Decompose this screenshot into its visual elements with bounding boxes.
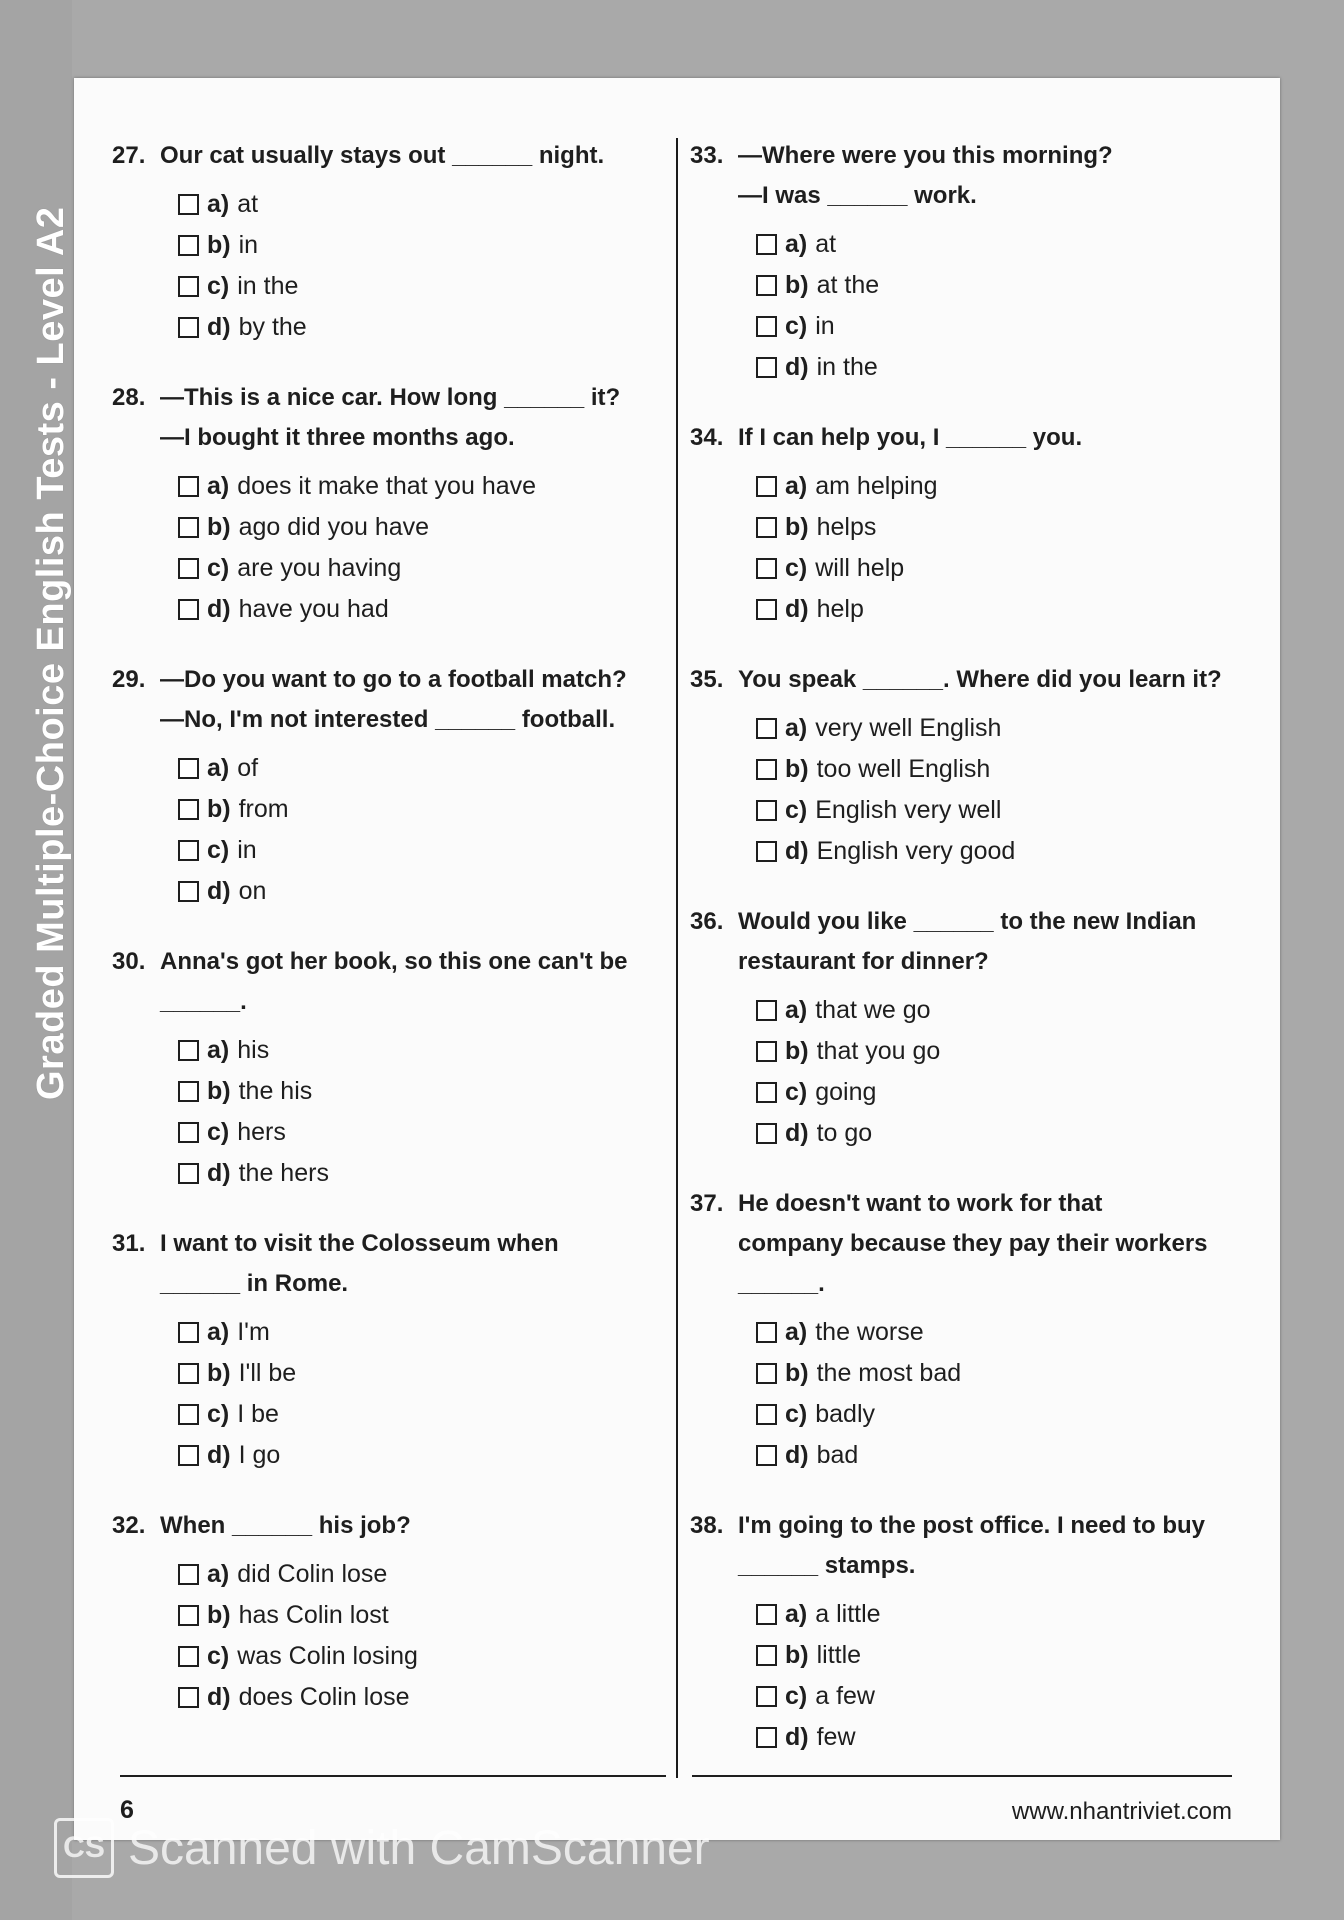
checkbox-icon[interactable] <box>178 317 199 338</box>
question-line <box>690 1184 1250 1224</box>
question-line <box>112 942 692 982</box>
answer-option[interactable] <box>178 1312 692 1353</box>
option-letter: a) <box>785 472 808 500</box>
answer-option[interactable] <box>178 748 692 789</box>
checkbox-icon[interactable] <box>756 1645 777 1666</box>
option-text: am helping <box>815 472 938 500</box>
question-text-continued: —I bought it three months ago. <box>160 424 515 451</box>
option-letter: d) <box>785 1119 809 1147</box>
answer-options <box>690 990 1250 1154</box>
question-text: Would you like ______ to the new Indian <box>738 908 1197 935</box>
answer-options <box>112 748 692 912</box>
option-letter: a) <box>785 1318 808 1346</box>
question-number: 33. <box>690 142 724 169</box>
option-letter: d) <box>785 1441 809 1469</box>
question-number: 27. <box>112 142 146 169</box>
page-number: 6 <box>120 1796 134 1824</box>
question-text: I'm going to the post office. I need to buy <box>738 1512 1206 1539</box>
checkbox-icon[interactable] <box>178 1646 199 1667</box>
answer-option[interactable] <box>178 1071 692 1112</box>
question-line <box>112 660 692 700</box>
answer-options <box>112 1312 692 1476</box>
question-28 <box>112 378 692 630</box>
checkbox-icon[interactable] <box>178 558 199 579</box>
option-letter: b) <box>207 231 231 259</box>
option-text: English very well <box>815 796 1002 824</box>
question-line <box>690 418 1250 458</box>
option-letter: d) <box>207 1441 231 1469</box>
option-text: hers <box>237 1118 286 1146</box>
checkbox-icon[interactable] <box>756 234 777 255</box>
question-text-continued: ______ stamps. <box>738 1552 916 1579</box>
question-text: —Where were you this morning? <box>738 142 1113 169</box>
option-letter: c) <box>207 1400 230 1428</box>
right-column <box>690 136 1250 1788</box>
option-letter: a) <box>207 472 230 500</box>
answer-option[interactable] <box>756 548 1250 589</box>
option-letter: d) <box>207 313 231 341</box>
question-number: 28. <box>112 384 146 411</box>
option-letter: a) <box>785 996 808 1024</box>
question-35 <box>690 660 1250 872</box>
answer-option[interactable] <box>178 507 692 548</box>
answer-option[interactable] <box>178 1394 692 1435</box>
checkbox-icon[interactable] <box>756 1082 777 1103</box>
question-number: 29. <box>112 666 146 693</box>
answer-option[interactable] <box>756 1072 1250 1113</box>
option-text: will help <box>815 554 905 582</box>
option-letter: d) <box>207 1159 231 1187</box>
checkbox-icon[interactable] <box>178 1122 199 1143</box>
option-letter: c) <box>207 272 230 300</box>
answer-option[interactable] <box>756 1676 1250 1717</box>
footer-rule-left <box>120 1775 666 1777</box>
option-letter: d) <box>785 1723 809 1751</box>
option-letter: b) <box>207 1601 231 1629</box>
option-text: a few <box>815 1682 875 1710</box>
answer-option[interactable] <box>756 1594 1250 1635</box>
answer-option[interactable] <box>756 790 1250 831</box>
question-text-continued: company because they pay their workers <box>738 1230 1208 1257</box>
checkbox-icon[interactable] <box>178 194 199 215</box>
checkbox-icon[interactable] <box>756 1727 777 1748</box>
question-30 <box>112 942 692 1194</box>
option-text: badly <box>815 1400 875 1428</box>
question-line <box>112 378 692 418</box>
option-text: I be <box>237 1400 279 1428</box>
option-text: the most bad <box>816 1359 962 1387</box>
question-text: He doesn't want to work for that <box>738 1190 1103 1217</box>
question-number: 30. <box>112 948 146 975</box>
option-letter: c) <box>207 554 230 582</box>
option-letter: a) <box>785 230 808 258</box>
answer-option[interactable] <box>756 507 1250 548</box>
question-29 <box>112 660 692 912</box>
option-letter: c) <box>785 1400 808 1428</box>
option-letter: b) <box>785 1641 809 1669</box>
option-text: at <box>237 190 259 218</box>
checkbox-icon[interactable] <box>178 1404 199 1425</box>
question-number: 37. <box>690 1190 724 1217</box>
checkbox-icon[interactable] <box>756 476 777 497</box>
option-text: from <box>238 795 289 823</box>
option-letter: a) <box>207 754 230 782</box>
answer-options <box>112 466 692 630</box>
question-text-continued: —No, I'm not interested ______ football. <box>160 706 616 733</box>
answer-option[interactable] <box>756 1635 1250 1676</box>
question-number: 35. <box>690 666 724 693</box>
checkbox-icon[interactable] <box>178 1564 199 1585</box>
option-letter: b) <box>207 1077 231 1105</box>
option-text: have you had <box>238 595 389 623</box>
option-letter: d) <box>785 353 809 381</box>
option-text: at the <box>816 271 880 299</box>
answer-option[interactable] <box>178 1353 692 1394</box>
checkbox-icon[interactable] <box>178 1605 199 1626</box>
option-letter: b) <box>207 513 231 541</box>
option-text: English very good <box>816 837 1016 865</box>
checkbox-icon[interactable] <box>178 881 199 902</box>
option-text: did Colin lose <box>237 1560 388 1588</box>
answer-option[interactable] <box>756 1113 1250 1154</box>
answer-option[interactable] <box>178 1030 692 1071</box>
answer-options <box>690 224 1250 388</box>
option-letter: d) <box>207 595 231 623</box>
option-letter: b) <box>785 755 809 783</box>
option-letter: d) <box>207 1683 231 1711</box>
question-line <box>112 1224 692 1264</box>
checkbox-icon[interactable] <box>178 1163 199 1184</box>
option-text: that we go <box>815 996 931 1024</box>
answer-option[interactable] <box>756 990 1250 1031</box>
checkbox-icon[interactable] <box>178 599 199 620</box>
answer-options <box>690 708 1250 872</box>
answer-option[interactable] <box>756 1031 1250 1072</box>
question-text-continued: ______ in Rome. <box>160 1270 349 1297</box>
test-page <box>74 78 1280 1840</box>
option-letter: c) <box>785 1078 808 1106</box>
question-text: I want to visit the Colosseum when <box>160 1230 559 1257</box>
checkbox-icon[interactable] <box>178 1040 199 1061</box>
option-text: I'm <box>237 1318 270 1346</box>
option-letter: b) <box>785 1359 809 1387</box>
question-text: —Do you want to go to a football match? <box>160 666 627 693</box>
answer-option[interactable] <box>756 1312 1250 1353</box>
option-letter: a) <box>207 1560 230 1588</box>
answer-option[interactable] <box>178 871 692 912</box>
website-link[interactable]: www.nhantriviet.com <box>1011 1798 1232 1825</box>
answer-option[interactable] <box>756 589 1250 630</box>
checkbox-icon[interactable] <box>178 276 199 297</box>
option-text: to go <box>816 1119 873 1147</box>
option-text: going <box>815 1078 877 1106</box>
option-letter: a) <box>785 714 808 742</box>
question-text: Anna's got her book, so this one can't be <box>160 948 628 975</box>
option-text: that you go <box>816 1037 941 1065</box>
answer-option[interactable] <box>756 347 1250 388</box>
checkbox-icon[interactable] <box>756 357 777 378</box>
option-letter: a) <box>207 1036 230 1064</box>
checkbox-icon[interactable] <box>178 517 199 538</box>
answer-option[interactable] <box>756 1353 1250 1394</box>
question-36 <box>690 902 1250 1154</box>
option-text: has Colin lost <box>238 1601 389 1629</box>
checkbox-icon[interactable] <box>756 759 777 780</box>
option-letter: c) <box>785 554 808 582</box>
question-38 <box>690 1506 1250 1758</box>
question-text-continued: ______. <box>160 988 247 1015</box>
option-text: was Colin losing <box>237 1642 418 1670</box>
checkbox-icon[interactable] <box>756 800 777 821</box>
option-text: in the <box>237 272 299 300</box>
checkbox-icon[interactable] <box>756 1123 777 1144</box>
checkbox-icon[interactable] <box>756 718 777 739</box>
checkbox-icon[interactable] <box>756 841 777 862</box>
option-text: his <box>237 1036 270 1064</box>
answer-option[interactable] <box>178 266 692 307</box>
option-text: the his <box>238 1077 313 1105</box>
answer-option[interactable] <box>178 1677 692 1718</box>
checkbox-icon[interactable] <box>178 1445 199 1466</box>
option-letter: a) <box>785 1600 808 1628</box>
camscanner-watermark <box>54 1818 710 1878</box>
question-27 <box>112 136 692 348</box>
answer-option[interactable] <box>178 830 692 871</box>
option-text: does Colin lose <box>238 1683 410 1711</box>
option-text: the worse <box>815 1318 924 1346</box>
checkbox-icon[interactable] <box>756 1604 777 1625</box>
option-text: help <box>816 595 864 623</box>
answer-option[interactable] <box>756 1394 1250 1435</box>
checkbox-icon[interactable] <box>178 476 199 497</box>
option-text: are you having <box>237 554 402 582</box>
option-letter: c) <box>207 836 230 864</box>
option-text: by the <box>238 313 307 341</box>
answer-option[interactable] <box>178 1636 692 1677</box>
question-text: If I can help you, I ______ you. <box>738 424 1083 451</box>
question-line <box>690 902 1250 942</box>
option-text: at <box>815 230 837 258</box>
question-line <box>690 1506 1250 1546</box>
left-column <box>112 136 692 1748</box>
answer-options <box>112 1554 692 1718</box>
question-31 <box>112 1224 692 1476</box>
answer-options <box>690 1594 1250 1758</box>
question-text-continued: restaurant for dinner? <box>738 948 989 975</box>
option-letter: a) <box>207 1318 230 1346</box>
option-text: I'll be <box>238 1359 297 1387</box>
option-letter: a) <box>207 190 230 218</box>
option-letter: c) <box>785 1682 808 1710</box>
option-letter: c) <box>207 1118 230 1146</box>
question-number: 36. <box>690 908 724 935</box>
option-text: in <box>237 836 257 864</box>
question-text-continued: ______. <box>738 1270 825 1297</box>
checkbox-icon[interactable] <box>178 799 199 820</box>
checkbox-icon[interactable] <box>756 1322 777 1343</box>
answer-option[interactable] <box>178 789 692 830</box>
checkbox-icon[interactable] <box>178 235 199 256</box>
answer-option[interactable] <box>178 1595 692 1636</box>
question-text: When ______ his job? <box>160 1512 411 1539</box>
option-text: very well English <box>815 714 1002 742</box>
option-letter: d) <box>207 877 231 905</box>
option-letter: b) <box>785 1037 809 1065</box>
option-text: in <box>238 231 259 259</box>
checkbox-icon[interactable] <box>756 1041 777 1062</box>
answer-options <box>690 1312 1250 1476</box>
checkbox-icon[interactable] <box>756 599 777 620</box>
answer-options <box>112 1030 692 1194</box>
answer-option[interactable] <box>756 265 1250 306</box>
checkbox-icon[interactable] <box>756 1363 777 1384</box>
answer-option[interactable] <box>756 708 1250 749</box>
option-text: helps <box>816 513 877 541</box>
checkbox-icon[interactable] <box>178 1687 199 1708</box>
checkbox-icon[interactable] <box>756 558 777 579</box>
option-text: of <box>237 754 259 782</box>
option-letter: c) <box>785 796 808 824</box>
answer-option[interactable] <box>178 307 692 348</box>
answer-option[interactable] <box>178 1554 692 1595</box>
question-34 <box>690 418 1250 630</box>
option-letter: d) <box>785 837 809 865</box>
checkbox-icon[interactable] <box>178 1363 199 1384</box>
answer-option[interactable] <box>178 466 692 507</box>
answer-option[interactable] <box>178 184 692 225</box>
book-spine <box>0 0 72 1920</box>
option-text: few <box>816 1723 856 1751</box>
answer-option[interactable] <box>756 224 1250 265</box>
answer-option[interactable] <box>756 466 1250 507</box>
option-text: I go <box>238 1441 281 1469</box>
answer-option[interactable] <box>178 589 692 630</box>
checkbox-icon[interactable] <box>756 316 777 337</box>
checkbox-icon[interactable] <box>756 517 777 538</box>
question-number: 32. <box>112 1512 146 1539</box>
option-text: does it make that you have <box>237 472 537 500</box>
option-text: bad <box>816 1441 859 1469</box>
question-37 <box>690 1184 1250 1476</box>
option-text: a little <box>815 1600 881 1628</box>
option-text: little <box>816 1641 862 1669</box>
watermark-text: Scanned with CamScanner <box>128 1821 710 1875</box>
answer-options <box>690 466 1250 630</box>
option-text: the hers <box>238 1159 329 1187</box>
question-line <box>112 1506 692 1546</box>
answer-option[interactable] <box>178 548 692 589</box>
camscanner-logo-icon: CS <box>54 1818 114 1878</box>
question-text: Our cat usually stays out ______ night. <box>160 142 605 169</box>
answer-option[interactable] <box>756 1717 1250 1758</box>
question-text: You speak ______. Where did you learn it? <box>738 666 1222 693</box>
checkbox-icon[interactable] <box>178 840 199 861</box>
answer-option[interactable] <box>756 306 1250 347</box>
option-letter: b) <box>207 1359 231 1387</box>
question-line <box>690 136 1250 176</box>
checkbox-icon[interactable] <box>178 758 199 779</box>
column-divider <box>676 138 678 1778</box>
question-number: 34. <box>690 424 724 451</box>
answer-option[interactable] <box>756 1435 1250 1476</box>
option-letter: d) <box>785 595 809 623</box>
question-number: 38. <box>690 1512 724 1539</box>
option-text: ago did you have <box>238 513 430 541</box>
question-33 <box>690 136 1250 388</box>
spine-title: Graded Multiple-Choice English Tests - Level A2 <box>30 206 72 1100</box>
question-line <box>690 660 1250 700</box>
answer-option[interactable] <box>756 749 1250 790</box>
checkbox-icon[interactable] <box>756 1686 777 1707</box>
option-text: too well English <box>816 755 991 783</box>
option-letter: b) <box>785 513 809 541</box>
answer-option[interactable] <box>178 1153 692 1194</box>
question-text-continued: —I was ______ work. <box>738 182 977 209</box>
option-letter: b) <box>207 795 231 823</box>
option-letter: c) <box>207 1642 230 1670</box>
checkbox-icon[interactable] <box>178 1322 199 1343</box>
checkbox-icon[interactable] <box>178 1081 199 1102</box>
answer-option[interactable] <box>756 831 1250 872</box>
option-text: in <box>815 312 835 340</box>
answer-option[interactable] <box>178 1112 692 1153</box>
footer-rule-right <box>692 1775 1232 1777</box>
option-text: on <box>238 877 267 905</box>
question-text: —This is a nice car. How long ______ it? <box>160 384 621 411</box>
answer-option[interactable] <box>178 1435 692 1476</box>
answer-options <box>112 184 692 348</box>
option-text: in the <box>816 353 878 381</box>
option-letter: c) <box>785 312 808 340</box>
question-line <box>112 136 692 176</box>
checkbox-icon[interactable] <box>756 1000 777 1021</box>
checkbox-icon[interactable] <box>756 1445 777 1466</box>
checkbox-icon[interactable] <box>756 275 777 296</box>
answer-option[interactable] <box>178 225 692 266</box>
option-letter: b) <box>785 271 809 299</box>
checkbox-icon[interactable] <box>756 1404 777 1425</box>
question-32 <box>112 1506 692 1718</box>
question-number: 31. <box>112 1230 146 1257</box>
